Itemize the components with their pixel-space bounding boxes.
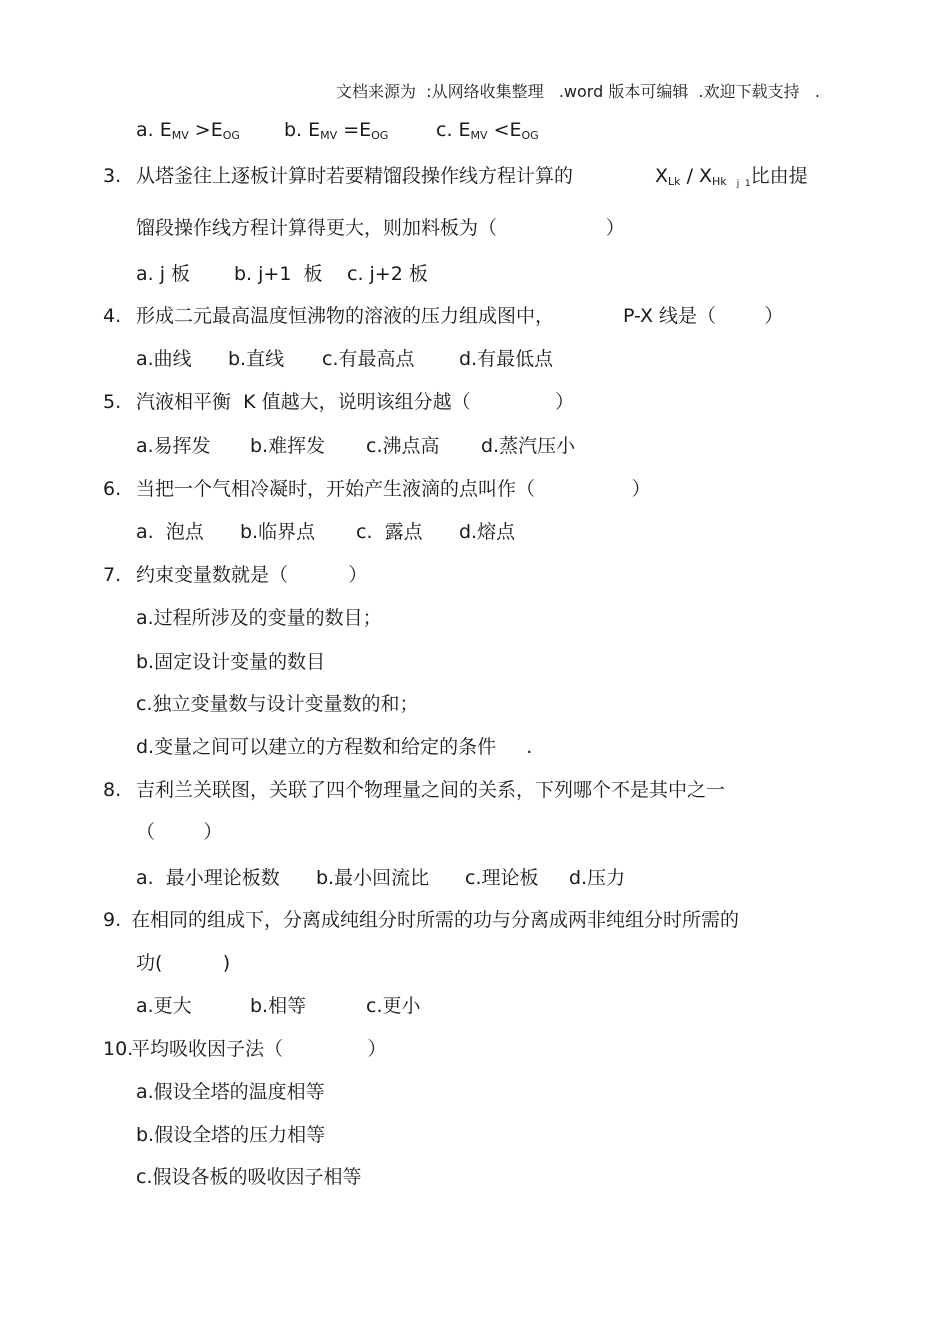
q3-option-a: a. j 板 [136,263,191,285]
q3-option-c: c. j+2 板 [347,263,428,285]
q8-option-d: d.压力 [569,867,626,889]
q4-option-a: a.曲线 [136,348,192,370]
q8-text2: （ ） [136,821,223,843]
q2-option-a-mid: >E [188,119,223,141]
q10-number: 10. [103,1038,134,1060]
header-note: 文档来源为 :从网络收集整理 .word 版本可编辑 .欢迎下载支持 . [336,82,820,101]
q3-formula-slash: / X [680,165,713,187]
q4-option-c: c.有最高点 [322,348,415,370]
q2-option-a-sub1: MV [171,129,189,142]
q3-formula-sub1: Lk [668,175,681,188]
q3-option-b: b. j+1 板 [234,263,323,285]
q9-option-b: b.相等 [250,995,307,1017]
q2-option-b-sub2: OG [371,129,389,142]
q3-formula [655,164,808,196]
q10-option-b: b.假设全塔的压力相等 [136,1124,326,1146]
q7-option-a: a.过程所涉及的变量的数目； [136,607,382,629]
q5-option-b: b.难挥发 [250,435,326,457]
q2-option-a-sub2: OG [222,129,240,142]
q7-option-c: c.独立变量数与设计变量数的和； [136,693,419,715]
q2-option-c-sub1: MV [470,129,488,142]
q2-option-c-text: c. E [436,119,471,141]
q5-number: 5. [103,391,122,413]
q6-option-b: b.临界点 [240,521,316,543]
q8-option-b: b.最小回流比 [316,867,430,889]
q2-option-c [436,118,539,148]
q9-number: 9. [103,909,122,931]
q8-option-c: c.理论板 [465,867,539,889]
q3-number: 3. [103,165,122,187]
q10-option-c: c.假设各板的吸收因子相等 [136,1166,362,1188]
q4-text: 形成二元最高温度恒沸物的溶液的压力组成图中， [136,305,555,327]
q7-number: 7. [103,564,122,586]
q4-text2: P-X 线是（ ） [623,305,784,327]
q6-text: 当把一个气相冷凝时，开始产生液滴的点叫作（ ） [136,478,651,500]
q2-option-b-text: b. E [284,119,321,141]
q6-option-a: a. 泡点 [136,521,204,543]
q10-text: 平均吸收因子法（ ） [131,1038,387,1060]
q2-option-a-text: a. E [136,119,172,141]
q2-option-b-sub1: MV [320,129,338,142]
q3-formula-sub2: Hk [712,175,727,188]
q2-option-c-mid: <E [487,119,522,141]
q9-text2: 功( ) [136,952,231,974]
q10-option-a: a.假设全塔的温度相等 [136,1081,325,1103]
q7-option-b: b.固定设计变量的数目 [136,651,326,673]
q2-option-a [136,118,240,148]
q5-text: 汽液相平衡 K 值越大，说明该组分越（ ） [136,391,575,413]
q6-number: 6. [103,478,122,500]
q8-text: 吉利兰关联图，关联了四个物理量之间的关系，下列哪个不是其中之一 [136,779,726,801]
q2-option-c-sub2: OG [521,129,539,142]
q5-option-c: c.沸点高 [366,435,440,457]
q3-formula-tail: 比由提 [750,165,808,187]
q8-number: 8. [103,779,122,801]
q3-formula-sub3: j 1 [736,179,751,189]
q8-option-a: a. 最小理论板数 [136,867,280,889]
q6-option-d: d.熔点 [459,521,516,543]
q5-option-d: d.蒸汽压小 [481,435,576,457]
q5-option-a: a.易挥发 [136,435,211,457]
q4-number: 4. [103,305,122,327]
q2-option-b [284,118,388,148]
q4-option-d: d.有最低点 [459,348,554,370]
q2-option-b-mid: =E [337,119,372,141]
q3-formula-x1: X [655,165,669,187]
q6-option-c: c. 露点 [356,521,423,543]
q3-text-line2: 馏段操作线方程计算得更大，则加料板为（ ） [136,217,625,239]
q7-text: 约束变量数就是（ ） [136,564,368,586]
q9-option-a: a.更大 [136,995,192,1017]
q9-text: 在相同的组成下，分离成纯组分时所需的功与分离成两非纯组分时所需的 [131,909,740,931]
q7-option-d: d.变量之间可以建立的方程数和给定的条件 . [136,736,533,758]
q9-option-c: c.更小 [366,995,421,1017]
q4-option-b: b.直线 [228,348,285,370]
q3-text-line1: 从塔釜往上逐板计算时若要精馏段操作线方程计算的 [136,165,574,187]
